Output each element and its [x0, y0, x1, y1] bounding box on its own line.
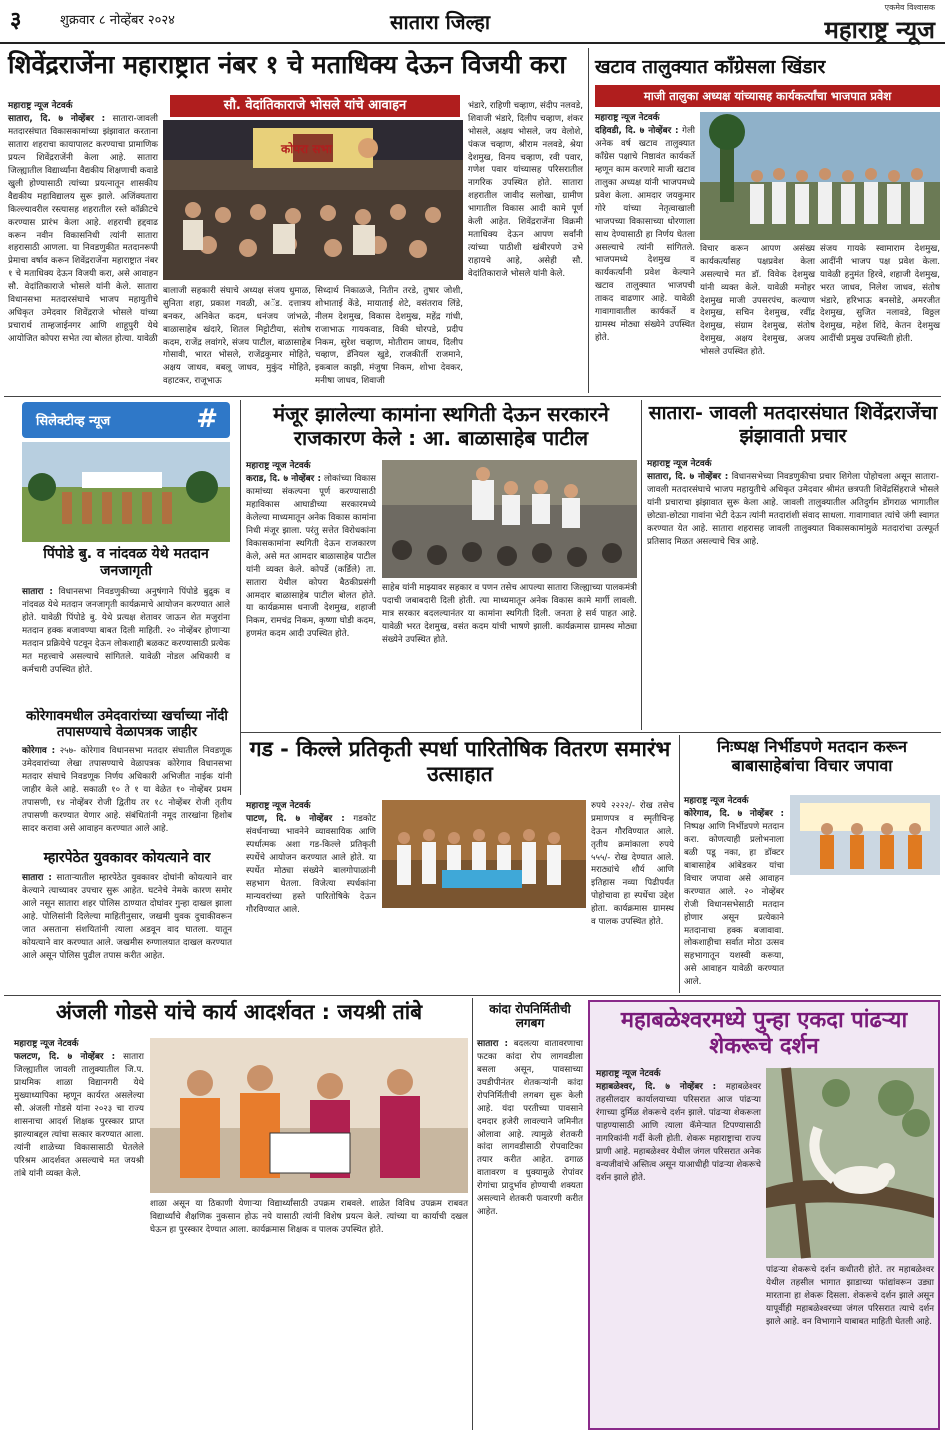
selective-banner-label: सिलेक्टीव्ह न्यूज: [36, 414, 111, 429]
column-divider: [679, 735, 680, 993]
brand-name: महाराष्ट्र न्यूज: [824, 15, 935, 44]
satara-jawali-byline: महाराष्ट्र न्यूज नेटवर्क: [647, 459, 712, 469]
satara-jawali-dateline: सातारा, दि. ७ नोव्हेंबर :: [647, 472, 729, 483]
masthead: [0, 0, 945, 44]
column-divider: [588, 48, 589, 393]
mahabaleshwar-body-text: महाबळेश्वर तहसीलदार कार्यालयाच्या परिसरात आज पांढऱ्या रंगाच्या दुर्मिळ शेकरूचे दर्शन झाले. पांढऱ्या शेकरूला पाहण्यासाठी आणि त्याला कॅमेऱ्यात टिपण्यासाठी नागरिकांनी गर्दी केली होती. शेकरू महाराष्ट्राचा राज्य प्राणी आहे. महाबळेश्वर येथील जंगल परिसरात अनेक वन्यजीवांचे अस्तित्व असून याआधीही पांढऱ्या शेकरूचे दर्शन झाले होते.: [596, 1082, 761, 1183]
gad-headline: गड - किल्ले प्रतिकृती स्पर्धा पारितोषिक वितरण समारंभ उत्साहात: [249, 737, 671, 787]
anjali-dateline: फलटण, दि. ७ नोव्हेंबर :: [14, 1052, 116, 1063]
gad-body-col2: रुपये २२२२/- रोख तसेच प्रमाणपत्र व स्मृतीचिन्ह देऊन गौरविण्यात आले. तृतीय क्रमांकाला रुपये ५५५/- रोख देण्यात आले. मराठ्यांचे शौर्य आणि इतिहास नव्या पिढीपर्यंत पोहोचावा हा स्पर्धेचा उद्देश होता. कार्यक्रमास ग्रामस्थ व पालक उपस्थित होते.: [591, 801, 674, 928]
khatav-body-col1: [595, 112, 695, 392]
mhaspe-dateline: सातारा :: [22, 873, 52, 883]
khatav-body-text: गेली अनेक वर्ष खटाव तालुक्यात काँग्रेस पक्षाचे निष्ठावंत कार्यकर्ते म्हणून काम करणारे माजी खटाव तालुका अध्यक्ष यांनी भाजपमध्ये प्रवेश केला. आमदार जयकुमार गोरे यांच्या नेतृत्वाखाली भाजपच्या विकासाच्या धोरणाला साथ देण्यासाठी हा निर्णय घेतला असल्याचे त्यांनी सांगितले. भाजपमध्ये देशमुख व कार्यकर्त्यांनी प्रवेश केल्याने खटाव तालुक्यात भाजपची ताकद वाढणार आहे. यावेळी गावागावातील कार्यकर्ते व ग्रामस्थ मोठ्या संख्येने उपस्थित होते.: [595, 126, 696, 343]
mhaspe-body-text: साताऱ्यातील म्हारपेठेत युवकावर दोघांनी कोयत्याने वार केल्याने त्याच्यावर उपचार सुरू आहेत. घटनेचे नेमके कारण समोर आले नसून सातारा शहर पोलिस ठाण्यात दोघांवर गुन्हा दाखल झाला आहे. पोलिसांनी दिलेल्या माहितीनुसार, जखमी युवक दुचाकीवरून जात असताना संशयितांनी त्याला अडवून वाद घातला. यातून कोयत्याने वार करण्यात आले. जखमीस रुग्णालयात दाखल करण्यात आले असून पोलिस पुढील तपास करीत आहेत.: [22, 873, 233, 961]
issue-date: शुक्रवार ८ नोव्हेंबर २०२४: [60, 13, 175, 28]
hash-icon: #: [196, 404, 218, 434]
nishpaksh-body-text: निष्पक्ष आणि निर्भीडपणे मतदान करा. कोणत्याही प्रलोभनाला बळी पडू नका, हा डॉक्टर बाबासाहेब आंबेडकर यांचा विचार जपावा असे आवाहन करण्यात आले. २० नोव्हेंबर रोजी विधानसभेसाठी मतदान होणार असून प्रत्येकाने मतदानाचा हक्क बजावावा. लोकशाहीचा सर्वात मोठा उत्सव सहभागातून यशस्वी करूया, असे आवाहन यावेळी करण्यात आले.: [684, 822, 784, 988]
lead-body-col1: [8, 100, 159, 344]
section-title: सातारा जिल्हा: [390, 10, 491, 34]
lead-byline: महाराष्ट्र न्यूज नेटवर्क: [8, 101, 73, 111]
gad-body-text: गडकोट संवर्धनाच्या भावनेने व्यावसायिक आणि स्पर्धात्मक अशा गड-किल्ले प्रतिकृती स्पर्धेचे आयोजन करण्यात आले होते. या स्पर्धेत मोठ्या संख्येने बालगोपाळांनी सहभाग घेतला. विजेत्या स्पर्धकांना मान्यवरांच्या हस्ते पारितोषिके देऊन गौरविण्यात आले.: [246, 814, 377, 915]
lead-subhead: सौ. वेदांतिकाराजे भोसले यांचे आवाहन: [170, 95, 460, 117]
anjali-headline: अंजली गोडसे यांचे कार्य आदर्शवत : जयश्री तांबे: [55, 1000, 423, 1024]
nishpaksh-dateline: कोरेगाव, दि. ७ नोव्हेंबर :: [684, 809, 784, 820]
selective-dateline: सातारा :: [22, 587, 53, 597]
khatav-body-col3: संजय गायके स्वामाराम देशमुख, आदींनी भाजप पक्ष प्रवेश केला. यावेळी हनुमंत हिरवे, शहाजी देशमुख, भरत जाधव, निलेश जाधव, संतोष भंडारे, हरिभाऊ बनसोडे, अमरजीत देशमुख, सुजित नलावडे, विठ्ठल देशमुख, महेश शिंदे, केतन देशमुख आदींची प्रमुख उपस्थिती होती.: [820, 244, 940, 345]
photo-caption-kopra: कोपरा सभा: [281, 142, 332, 156]
lead-body-col1b: [8, 305, 158, 390]
mahabaleshwar-headline: महाबळेश्वरमध्ये पुन्हा एकदा पांढऱ्या शेकरूचे दर्शन: [620, 1008, 908, 1060]
selective-body-text: विधानसभा निवडणुकीच्या अनुषंगाने पिंपोडे बुद्रुक व नांदवळ येथे मतदान जनजागृती कार्यक्रमाचे आयोजन करण्यात आले होते. यावेळी पिंपोडे बु. येथे प्रत्यक्ष शेतावर जाऊन शेत मजुरांना मतदान हक्क बजावण्या बाबत दिली माहिती. २० नोव्हेंबर होणाऱ्या मतदान प्रक्रियेचे पटवून देऊन लोकशाही बळकट करण्यासाठी प्रत्येक मत महत्त्वाचे असल्याचे सांगितले. यावेळी नोडल अधिकारी व कर्मचारी उपस्थित होते.: [22, 587, 231, 675]
khatav-subhead: माजी तालुका अध्यक्ष यांच्यासह कार्यकर्त्यांचा भाजपात प्रवेश: [595, 85, 940, 107]
nishpaksh-body-col1: [684, 795, 784, 990]
koregaon-body: [22, 745, 232, 840]
khatav-headline: खटाव तालुक्यात काँग्रेसला खिंडार: [595, 56, 826, 78]
manjur-photo: [382, 460, 637, 578]
kanda-body: [477, 1038, 583, 1428]
anjali-photo: [150, 1038, 468, 1193]
koregaon-body-text: २५७- कोरेगाव विधानसभा मतदार संघातील निवडणूक उमेदवारांच्या लेखा तपासण्याचे वेळापत्रक कोरेगाव विधानसभा मतदार संघाचे निवडणूक निर्णय अधिकारी अभिजीत नाईक यांनी जाहीर केले आहे. सकाळी १० ते १ या वेळेत १० नोव्हेंबर प्रथम तपासणी, १४ नोव्हेंबर रोजी द्वितीय तर १८ नोव्हेंबर रोजी तृतीय तपासणी करण्यात येणार आहे. संबंधितांनी नमूद तारखांना हिशोब सादर करावा असे आवाहन करण्यात आले आहे.: [22, 746, 232, 834]
selective-photo: [22, 442, 230, 542]
koregaon-dateline: कोरेगाव :: [22, 746, 56, 756]
section-divider: [4, 396, 941, 397]
lead-body-col4: भंडारे, राहिणी चव्हाण, संदीप नलवडे, शिवाजी भंडारे, दिलीप चव्हाण, शंकर भोसले, अक्षय भोसले, जय वेलोशे, पंकज चव्हाण, श्रीराम नलवडे, श्रेया देशमुख, विनय चव्हाण, रवी पवार, गणेश पवार यांच्यासह परिसरातील नागरिक उपस्थित होते. सातारा शहरातील जावीद सलोखा, ग्रामीण भागातील विकास आदी कामे पूर्ण केली आहेत. शिवेंद्रराजेंना विक्रमी मताधिक्य देऊन आपण सर्वांनी त्यांच्या पाठीशी खंबीरपणे उभे राहायचे आहे, असेही सौ. वेदांतिकाराजे भोसले यांनी केले.: [468, 101, 583, 279]
section-divider: [240, 732, 941, 733]
mhaspe-body: [22, 872, 232, 992]
manjur-body-col2: साहेब यांनी माझ्यावर सहकार व पणन तसेच आपल्या सातारा जिल्ह्याच्या पालकमंत्री पदाची जबाबदारी दिली होती. त्या माध्यमातून अनेक विकास कामे मार्गी लावली. मात्र सरकार बदलल्यानंतर या कामांना स्थगिती दिली. जनता हे सर्व पाहत आहे. यावेळी भरत देशमुख, वसंत कदम यांची भाषणे झाली. कार्यक्रमास ग्रामस्थ मोठ्या संख्येने उपस्थित होते.: [382, 583, 637, 645]
lead-headline: शिवेंद्रराजेंना महाराष्ट्रात नंबर १ चे मताधिक्य देऊन विजयी करा: [8, 50, 566, 79]
manjur-headline: मंजूर झालेल्या कामांना स्थगिती देऊन सरकारने राजकारण केले : आ. बाळासाहेब पाटील: [273, 402, 609, 450]
mahabaleshwar-dateline: महाबळेश्वर, दि. ७ नोव्हेंबर :: [596, 1082, 717, 1093]
lead-body-text: सातारा-जावली मतदारसंघात विकासकामांच्या झंझावात करताना सातारा शहराचा कायापालट करण्याचा प्रामाणिक प्रयत्न शिवेंद्रराजेंनी केला आहे. सातारा जिल्ह्यातील विद्यार्थ्यांना वैद्यकीय शिक्षणाची कवाडे खुली होण्यासाठी त्यांच्या प्रयत्नातून शासकीय वैद्यकीय महाविद्यालय सुरू झाले. अजिंक्यतारा किल्ल्यावरील रस्त्यासह शहरातील रस्ते कॉक्रीटचे करण्यास प्रारंभ केला आहे. शहराची हद्दवाढ करून नवीन विकासनिधी त्यांनी सातारा शहरासाठी आणला. या निवडणुकीत मतदानरूपी प्रेमाचा वर्षाव करून शिवेंद्रराजेंना महाराष्ट्रात नंबर १ चे मताधिक्य देऊन विजयी करा, असे आवाहन सौ. वेदांतिकाराजे भोसले यांनी केले. सातारा विधानसभा मतदारसंघाचे भाजप महायुतीचे अधिकृत उमेदवार शिवेंद्रराजे भोसले यांच्या प्रचारार्थ ताम्हजाईनगर आणि शाहूपुरी येथे आयोजित कोपरा सभेत त्या बोलत होत्या. यावेळी: [8, 114, 159, 344]
column-divider: [641, 400, 642, 730]
brand-tagline: एकमेव विश्वासक: [884, 3, 935, 12]
koregaon-headline: कोरेगावमधील उमेदवारांच्या खर्चाच्या नोंदी तपासण्याचे वेळापत्रक जाहीर: [26, 708, 228, 741]
lead-dateline: सातारा, दि. ७ नोव्हेंबर :: [8, 114, 106, 125]
khatav-body-col2: विचार करून आपण असंख्य कार्यकर्त्यांसह पक्षप्रवेश केला असल्याचे मत डॉ. विवेक देशमुख यांनी व्यक्त केले. यावेळी मनोहर देशमुख माजी उपसरपंच, कल्याण देशमुख, सचिन देशमुख, रवींद्र देशमुख, संग्राम देशमुख, संतोष देशमुख, अक्षय देशमुख, अजय भोसले उपस्थित होते.: [700, 244, 815, 358]
khatav-byline: महाराष्ट्र न्यूज नेटवर्क: [595, 113, 660, 123]
column-divider: [240, 400, 241, 795]
gad-byline: महाराष्ट्र न्यूज नेटवर्क: [246, 801, 311, 811]
manjur-dateline: कराड, दि. ७ नोव्हेंबर :: [246, 474, 322, 485]
nishpaksh-photo: [790, 795, 940, 875]
gad-dateline: पाटण, दि. ७ नोव्हेंबर :: [246, 814, 345, 825]
anjali-body-col1: [14, 1038, 144, 1428]
mahabaleshwar-body-col2: पांढऱ्या शेकरूचे दर्शन कधीतरी होते. तर महाबळेश्वर येथील तहसील भागात झाडाच्या फांद्यांवरून उड्या मारताना हा शेकरू दिसला. शेकरूचे दर्शन झाले असून यापूर्वीही महाबळेश्वरच्या जंगल परिसरात त्याचे दर्शन झाले आहे. वन विभागाने याबाबत माहिती घेतली आहे.: [766, 1265, 934, 1327]
brand-logo: [824, 2, 935, 46]
manjur-body-text: लोकांच्या विकास कामांच्या संकल्पना पूर्ण करण्यासाठी महाविकास आघाडीच्या सरकारमध्ये केलेल्या माध्यमातून अनेक विकास कामांना निधी मंजूर झाला. परंतु सत्तेत विरोधकांना विकासकामांना स्थगिती देऊन राजकारण केले, असे मत आमदार बाळासाहेब पाटील यांनी व्यक्त केले. कोपर्डे (कर्डिले) ता. सातारा येथील कोपरा बैठकीप्रसंगी आमदार बाळासाहेब पाटील बोलत होते. या कार्यक्रमास धनाजी देशमुख, शहाजी निकम, रामचंद्र निकम, कृष्णा घोडी कदम, हणमंत कदम आदी उपस्थित होते.: [246, 474, 376, 640]
lead-photo: [163, 120, 463, 280]
selective-body: [22, 586, 230, 696]
selective-banner: [22, 402, 230, 438]
selective-news-box: [18, 400, 234, 700]
satara-jawali-headline: सातारा- जावली मतदारसंघात शिवेंद्रराजेंचा झंझावाती प्रचार: [648, 402, 938, 447]
mhaspe-headline: म्हारपेठेत युवकावर कोयत्याने वार: [43, 850, 211, 866]
nishpaksh-byline: महाराष्ट्र न्यूज नेटवर्क: [684, 796, 749, 806]
mahabaleshwar-body-col1: [596, 1068, 761, 1423]
lead-body-col3: सिध्दार्थ निकाळजे, नितीन तरडे, तुषार जोशी, शोभाताई केंडे, मायाताई शेटे, वसंतराव लिंडे, नीलम देशमुख, विकास देशमुख, महेंद्र गांधी, राजाभाऊ गायकवाड, विकी घोरपडे, प्रदीप निकम, सुरेश चव्हाण, मोतीराम जाधव, दिलीप चव्हाण, डॅनियल खुडे, राजकीर्ती राजमाने, इकबाल काझी, मंजुषा निकम, शोभा देवकर, मनीषा जाधव, शिवाजी: [315, 286, 463, 387]
gad-photo: [382, 800, 586, 908]
column-divider: [472, 998, 473, 1430]
kanda-body-text: बदलत्या वातावरणाचा फटका कांदा रोप लागवडीला बसला असून, पावसाच्या उघडीपीनंतर शेतकऱ्यांनी कांदा रोपनिर्मितीची लगबग सुरू केली आहे. यंदा परतीच्या पावसाने दमदार हजेरी लावल्याने जमिनीत ओलावा आहे. त्यामुळे शेतकरी कांदा लागवडीसाठी रोपवाटिका तयार करीत आहेत. ढगाळ वातावरण व धुक्यामुळे रोपांवर रोगांचा प्रादुर्भाव होण्याची शक्यता असल्याने शेतकरी फवारणी करीत आहेत.: [477, 1039, 583, 1217]
section-divider: [4, 995, 941, 996]
anjali-body-text: सातारा जिल्ह्यातील जावली तालुक्यातील जि.प. प्राथमिक शाळा विद्यानगरी येथे मुख्याध्यापिका म्हणून कार्यरत असलेल्या सौ. अंजली गोडसे यांना २०२३ चा राज्य शासनाचा आदर्श शिक्षक पुरस्कार प्राप्त झाल्याबद्दल त्यांचा सत्कार करण्यात आला. त्यांनी शाळेच्या विकासासाठी घेतलेले परिश्रम आदर्शवत असल्याचे मत जयश्री तांबे यांनी व्यक्त केले.: [14, 1052, 144, 1179]
mahabaleshwar-box: [588, 1000, 940, 1430]
manjur-byline: महाराष्ट्र न्यूज नेटवर्क: [246, 461, 311, 471]
khatav-photo: [700, 112, 940, 240]
satara-jawali-body-text: विधानसभेच्या निवडणुकीचा प्रचार शिगेला पोहोचला असून सातारा-जावली मतदारसंघाचे भाजप महायुतीचे अधिकृत उमेदवार श्रीमंत छत्रपती शिवेंद्रसिंहराजे भोसले यांनी प्रचाराचा झंझावात सुरू केला आहे. जावली तालुक्यातील अतिदुर्गम डोंगराळ भागातील छोट्या-छोट्या गावांना भेटी देऊन त्यांनी मतदारांशी संवाद साधला. गावागावात त्यांचे जंगी स्वागत करण्यात येत आहे. सातारा शहरासह जावली तालुक्यात विकासकामांमुळे मतदारांचा उत्स्फूर्त प्रतिसाद मिळत असल्याचे चित्र आहे.: [647, 472, 939, 547]
kanda-headline: कांदा रोपनिर्मितीची लगबग: [489, 1002, 571, 1031]
gad-body-col1: [246, 800, 376, 990]
manjur-body-col1: [246, 460, 376, 725]
satara-jawali-body: [647, 458, 939, 726]
anjali-byline: महाराष्ट्र न्यूज नेटवर्क: [14, 1039, 79, 1049]
selective-headline: पिंपोडे बु. व नांदवळ येथे मतदान जनजागृती: [43, 546, 209, 579]
squirrel-photo: [766, 1068, 934, 1258]
nishpaksh-headline: निःष्पक्ष निर्भीडपणे मतदान करून बाबासाहेबांचा विचार जपावा: [716, 737, 908, 776]
anjali-body-col2: शाळा असून या ठिकाणी येणाऱ्या विद्यार्थ्यांसाठी उपक्रम राबवले. शाळेत विविध उपक्रम राबवत विद्यार्थ्यांचे शैक्षणिक नुकसान होऊ नये यासाठी त्यांनी विशेष प्रयत्न केले. त्यांच्या या कार्याची दखल घेऊन हा पुरस्कार देण्यात आला. कार्यक्रमास शिक्षक व पालक उपस्थित होते.: [150, 1199, 468, 1235]
mahabaleshwar-byline: महाराष्ट्र न्यूज नेटवर्क: [596, 1069, 661, 1079]
page-number: ३: [10, 8, 22, 33]
kanda-dateline: सातारा :: [477, 1039, 508, 1049]
khatav-dateline: दहिवडी, दि. ७ नोव्हेंबर :: [595, 126, 679, 137]
lead-body-col2: बालाजी सहकारी संघाचे अध्यक्ष संजय धुमाळ, सुनिता शहा, प्रकाश गवळी, अॅड. दत्तात्रय बनकर, अनिकेत कदम, धनंजय जांभळे, बाळासाहेब खंदारे, शितल मिट्टोटीया, संतोष कदम, राजेंद्र लवांगरे, संजय पाटील, बाळासाहेब गोसावी, भारत भोसले, राजेंद्रकुमार मोहिते, अक्षय जाधव, बबलू जाधव, मुकुंद मोहिते, वहाटकर, राजूभाऊ: [163, 286, 311, 387]
